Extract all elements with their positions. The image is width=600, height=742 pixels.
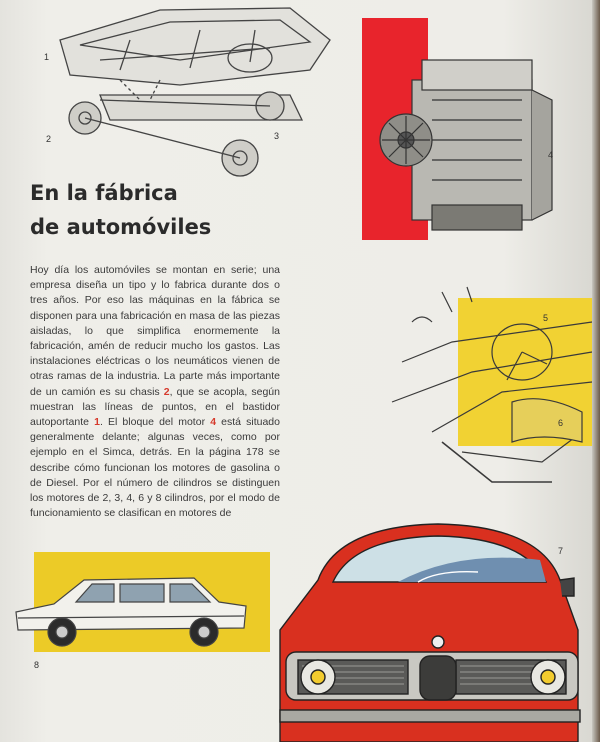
engine-illustration xyxy=(372,40,562,240)
book-spine-edge xyxy=(592,0,600,742)
body-text-seg2: , que se acopla, según muestran las líneas de puntos, en el bastidor autoportante xyxy=(30,385,280,429)
reference-4: 4 xyxy=(210,416,217,429)
page-title-line1: En la fábrica xyxy=(30,181,178,205)
figure-number-6: 6 xyxy=(558,418,564,428)
sedan-side-illustration xyxy=(14,572,254,652)
red-car-front-illustration xyxy=(278,520,588,742)
body-text-seg3: . El bloque del motor xyxy=(99,416,211,429)
figure-number-8: 8 xyxy=(34,660,40,670)
reference-2: 2 xyxy=(163,385,170,398)
page-title xyxy=(30,176,310,244)
chassis-illustration xyxy=(40,0,340,180)
figure-number-7: 7 xyxy=(558,546,564,556)
figure-number-3: 3 xyxy=(274,131,280,141)
body-text-seg4: está situado generalmente delante; algunas veces, como por ejemplo en el Simca, detrás. En la página 178 se describe cómo funcionan los motores de gasolina o de Diesel. Por el número de cilindros se distinguen los motores de 2, 3, 4, 6 y 8 cilindros, por el modo de funcionamiento se clasifican en motores de xyxy=(30,416,280,520)
figure-number-5: 5 xyxy=(543,313,549,323)
page-title-line2: de automóviles xyxy=(30,215,212,239)
figure-number-1: 1 xyxy=(44,52,50,62)
car-interior-illustration xyxy=(392,282,592,502)
figure-number-2: 2 xyxy=(46,134,52,144)
reference-1: 1 xyxy=(94,416,100,429)
figure-number-4: 4 xyxy=(548,150,554,160)
body-text-seg1: Hoy día los automóviles se montan en serie; una empresa diseña un tipo y lo fabrica durante dos o tres años. Por eso las máquinas en la fábrica se disponen para una fabricación en masa de las piezas aisladas, lo que simplifica enormemente la fabricación, amén de reducir mucho los gastos. Las instalaciones eléctricas o los neumáticos vienen de otras ramas de la industria. La parte más importante de un camión es su chasis xyxy=(30,264,280,398)
body-paragraph xyxy=(30,263,280,521)
